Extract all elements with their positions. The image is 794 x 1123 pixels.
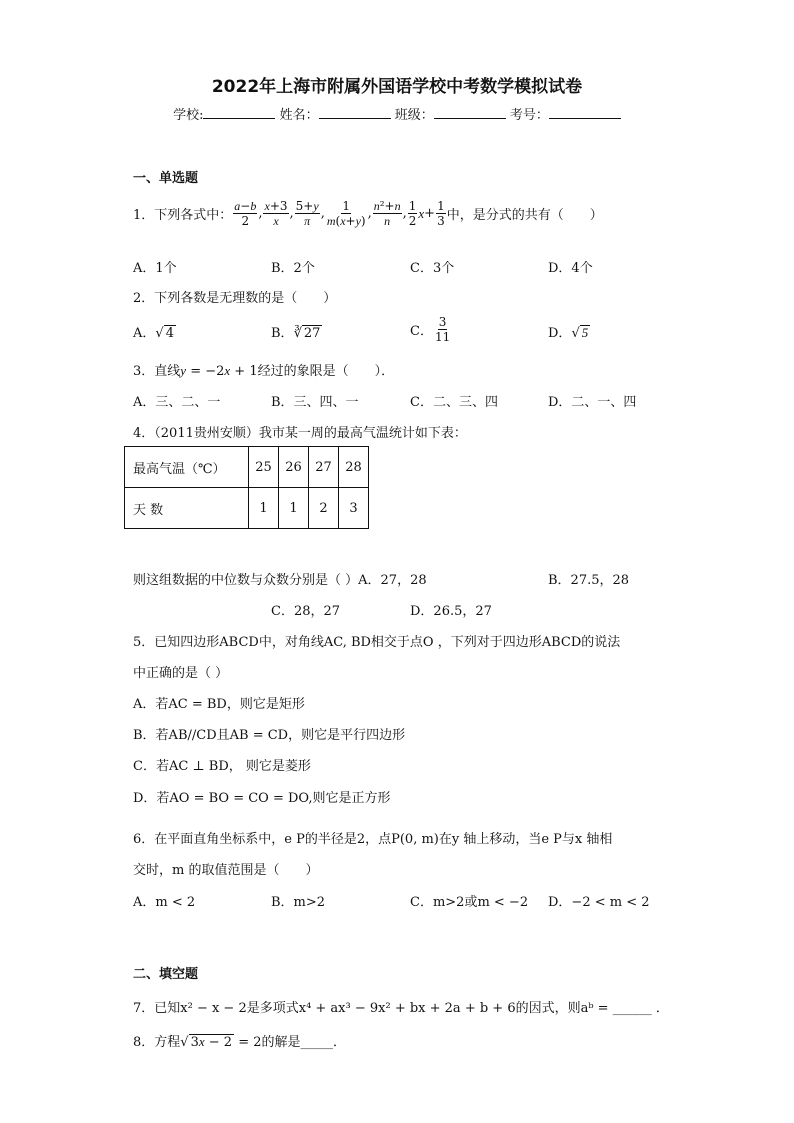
q2-option-c[interactable]: C． $\frac{3}{11}$: [410, 315, 451, 344]
table-cell: 25: [249, 447, 279, 488]
q2-option-d[interactable]: D．√ 5: [548, 325, 589, 341]
q3-option-d[interactable]: D．二、一、四: [548, 395, 637, 410]
table-cell: 26: [279, 447, 309, 488]
page-title: 2022年上海市附属外国语学校中考数学模拟试卷: [211, 77, 583, 97]
table-cell: 天 数: [125, 488, 249, 529]
table-cell: 28: [339, 447, 369, 488]
q5-option-a[interactable]: A．若AC = BD，则它是矩形: [133, 697, 305, 712]
q2-option-a[interactable]: A．√ 4: [133, 326, 174, 341]
q6-option-b[interactable]: B．m>2: [271, 895, 326, 910]
question-3: 3．直线y = −2x + 1经过的象限是（ ）．: [133, 363, 395, 379]
table-cell: 1: [249, 488, 279, 529]
section-fill-in: 二、填空题: [133, 967, 199, 982]
question-4: 4．（2011贵州安顺）我市某一周的最高气温统计如下表：: [133, 426, 467, 441]
q6-option-a[interactable]: A．m < 2: [133, 895, 196, 910]
name-field[interactable]: [319, 106, 391, 119]
q5-option-b[interactable]: B．若AB//CD且AB = CD，则它是平行四边形: [133, 728, 406, 743]
question-5-line-1: 5．已知四边形ABCD中，对角线AC, BD相交于点O ，下列对于四边形ABCD的说法: [133, 635, 621, 650]
question-2: 2．下列各数是无理数的是（ ）: [133, 291, 337, 306]
q1-expression-5: $\frac{\text{n²+n}}{n}$: [373, 199, 401, 228]
question-1: 1．下列各式中： $\frac{a-b}{2}$ , $\frac{x+3}{x}$ , $\frac{5+y}{\pi}$ , $\frac{1}{m(x+y)}$ , $\frac{\text{n²+n}}{n}$ , $\frac{1}{2}$ x + $\frac{1}{3}$ 中，是分式的共有（ ）: [133, 199, 603, 228]
q1-option-d[interactable]: D．4个: [548, 261, 593, 276]
school-field[interactable]: [203, 106, 275, 119]
table-cell: 27: [309, 447, 339, 488]
q1-expression-1: $\frac{a-b}{2}$: [234, 199, 257, 228]
school-label: 学校:: [173, 108, 204, 123]
question-6-line-1: 6．在平面直角坐标系中，e P的半径是2，点P(0, m)在y 轴上移动，当e P与x 轴相: [133, 832, 613, 847]
q1-prefix: 1．下列各式中：: [133, 208, 233, 223]
table-row: [125, 488, 369, 529]
q1-expression-4: $\frac{1}{m(x+y)}$: [326, 199, 366, 228]
q5-option-c[interactable]: C．若AC ⊥ BD， 则它是菱形: [133, 759, 311, 774]
class-field[interactable]: [434, 106, 506, 119]
number-field[interactable]: [549, 106, 621, 119]
q4-option-b[interactable]: B．27.5，28: [548, 573, 630, 588]
q3-option-a[interactable]: A．三、二、一: [133, 395, 221, 410]
q4-option-d[interactable]: D．26.5，27: [410, 604, 492, 619]
q1-option-a[interactable]: A．1个: [133, 261, 177, 276]
q5-option-d[interactable]: D．若AO = BO = CO = DO,则它是正方形: [133, 791, 391, 806]
q4-option-c[interactable]: C．28，27: [271, 604, 341, 619]
q1-option-c[interactable]: C．3个: [410, 261, 455, 276]
q6-option-c[interactable]: C．m>2或m < −2: [410, 895, 529, 910]
q3-option-c[interactable]: C．二、三、四: [410, 395, 498, 410]
q1-suffix: 中，是分式的共有（ ）: [446, 208, 603, 223]
question-8[interactable]: 8．方程√ 3x − 2 = 2的解是_____．: [133, 1034, 347, 1050]
table-cell: 3: [339, 488, 369, 529]
table-cell: 2: [309, 488, 339, 529]
question-7[interactable]: 7．已知x² − x − 2是多项式x⁴ + ax³ − 9x² + bx + 2a + b + 6的因式，则aᵇ = ______ ．: [133, 1001, 669, 1016]
table-cell: 1: [279, 488, 309, 529]
q1-expression-6: $\frac{1}{2}$: [408, 199, 417, 228]
table-row: [125, 447, 369, 488]
q3-option-b[interactable]: B．三、四、一: [271, 395, 359, 410]
number-label: 考号：: [509, 108, 549, 123]
q4-question-line[interactable]: 则这组数据的中位数与众数分别是（ ）A．27，28: [133, 573, 427, 588]
student-info-line: [0, 104, 794, 123]
table-cell: 最高气温（℃）: [125, 447, 249, 488]
q1-expression-2: $\frac{x+3}{x}$: [264, 199, 288, 228]
q1-expression-3: $\frac{5+y}{\pi}$: [295, 199, 319, 228]
question-6-line-2: 交时，m 的取值范围是（ ）: [133, 863, 319, 878]
q1-option-b[interactable]: B．2个: [271, 261, 315, 276]
name-label: 姓名：: [279, 108, 319, 123]
temperature-table: [124, 446, 369, 529]
question-5-line-2: 中正确的是（ ）: [133, 666, 229, 681]
q6-option-d[interactable]: D．−2 < m < 2: [548, 895, 650, 910]
q1-expression-7: $\frac{1}{3}$: [437, 199, 445, 228]
q2-option-b[interactable]: B．∛ 27: [271, 326, 321, 341]
class-label: 班级：: [394, 108, 434, 123]
section-single-choice: 一、单选题: [133, 171, 199, 186]
